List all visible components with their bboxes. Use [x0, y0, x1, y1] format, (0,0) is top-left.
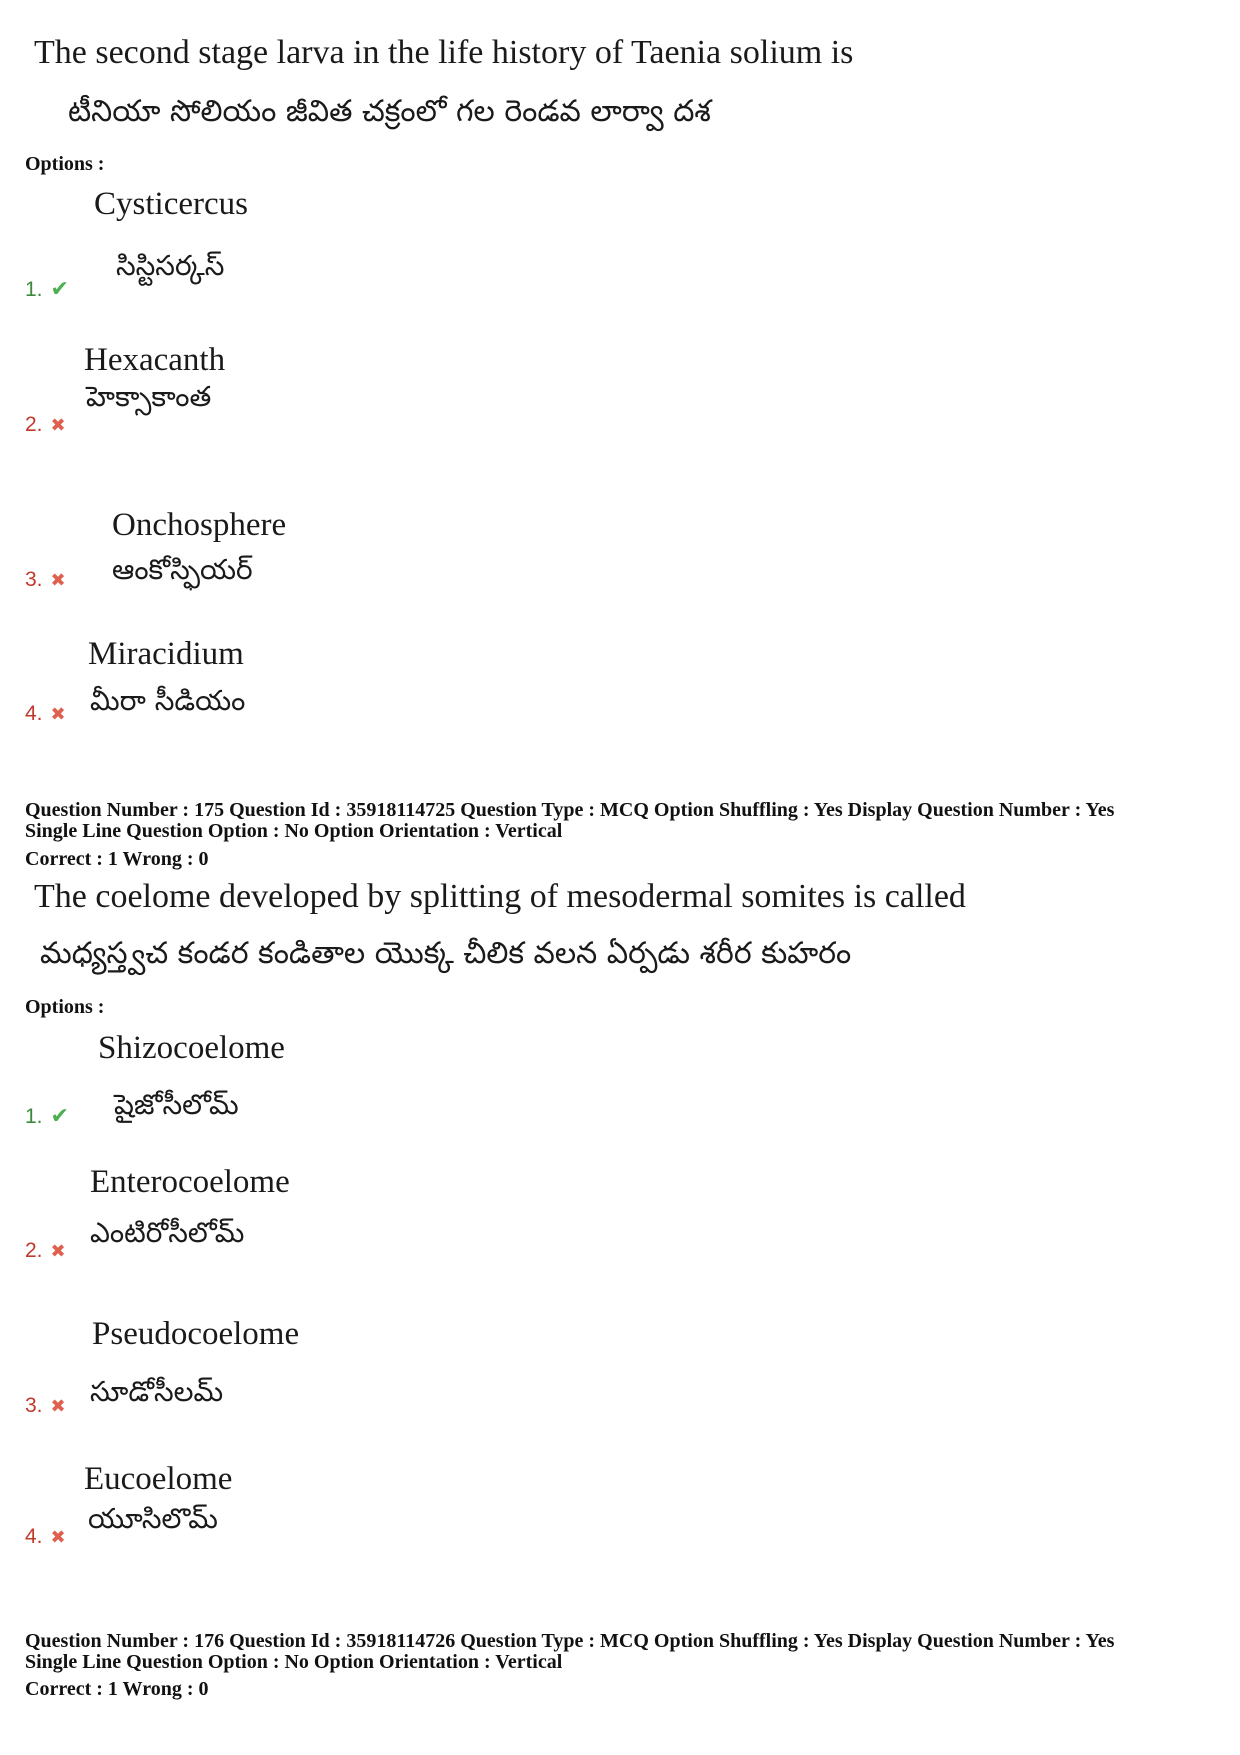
cross-icon: ✖ [50, 1396, 66, 1417]
cross-icon: ✖ [50, 570, 66, 591]
option-text-te: సూడోసీలమ్ [90, 1375, 224, 1408]
option-text-te: సిస్టిసర్కస్ [116, 249, 225, 282]
option-text-en: Miracidium [88, 636, 244, 672]
option-text-en: Pseudocoelome [92, 1316, 300, 1352]
option-text-te: షైజోసీలోమ్ [114, 1088, 239, 1121]
cross-icon: ✖ [50, 1527, 66, 1548]
option-number: 3. ✖ [25, 1394, 66, 1417]
cross-icon: ✖ [50, 415, 66, 436]
option-text-en: Cysticercus [94, 186, 248, 222]
question-meta-line3: Correct : 1 Wrong : 0 [25, 848, 209, 870]
option-number: 1. ✔ [25, 277, 69, 302]
option-text-en: Onchosphere [112, 507, 287, 543]
check-icon: ✔ [50, 277, 69, 302]
cross-icon: ✖ [50, 1241, 66, 1262]
question-text-en: The second stage larva in the life history of Taenia solium is [34, 34, 854, 71]
option-number: 3. ✖ [25, 568, 66, 591]
option-number: 2. ✖ [25, 1239, 66, 1262]
option-number: 2. ✖ [25, 413, 66, 436]
option-text-te: ఆంకోస్ఫియర్ [112, 553, 253, 586]
question-meta-line2: Single Line Question Option : No Option Orientation : Vertical [25, 820, 563, 842]
question-text-te: మధ్యస్త్వచ కండర కండితాల యొక్క చీలిక వలన ఏర్పడు శరీర కుహరం [40, 936, 852, 971]
question-text-en: The coelome developed by splitting of mesodermal somites is called [34, 878, 966, 915]
option-number: 4. ✖ [25, 702, 66, 725]
option-text-te: యూసిలొమ్ [88, 1502, 218, 1535]
question-text-te: టీనియా సోలియం జీవిత చక్రంలో గల రెండవ లార్వా దశ [68, 94, 711, 129]
question-meta-line2: Single Line Question Option : No Option Orientation : Vertical [25, 1651, 563, 1673]
check-icon: ✔ [50, 1104, 69, 1129]
option-number: 1. ✔ [25, 1104, 69, 1129]
question-meta-line1: Question Number : 176 Question Id : 35918114726 Question Type : MCQ Option Shuffling : Yes Display Question Number : Yes [25, 1630, 1115, 1652]
option-text-te: మీరా సీడియం [90, 684, 246, 717]
option-text-en: Shizocoelome [98, 1030, 285, 1066]
option-number: 4. ✖ [25, 1525, 66, 1548]
question-meta-line1: Question Number : 175 Question Id : 35918114725 Question Type : MCQ Option Shuffling : Yes Display Question Number : Yes [25, 799, 1115, 821]
cross-icon: ✖ [50, 704, 66, 725]
option-text-en: Enterocoelome [90, 1164, 290, 1200]
options-label: Options : [25, 153, 105, 175]
option-text-en: Eucoelome [84, 1461, 233, 1497]
option-text-te: ఎంటిరోసీలోమ్ [90, 1216, 245, 1249]
question-meta-line3: Correct : 1 Wrong : 0 [25, 1678, 209, 1700]
options-label: Options : [25, 996, 105, 1018]
option-text-te: హెక్సాకాంత [86, 380, 212, 413]
option-text-en: Hexacanth [84, 342, 226, 378]
